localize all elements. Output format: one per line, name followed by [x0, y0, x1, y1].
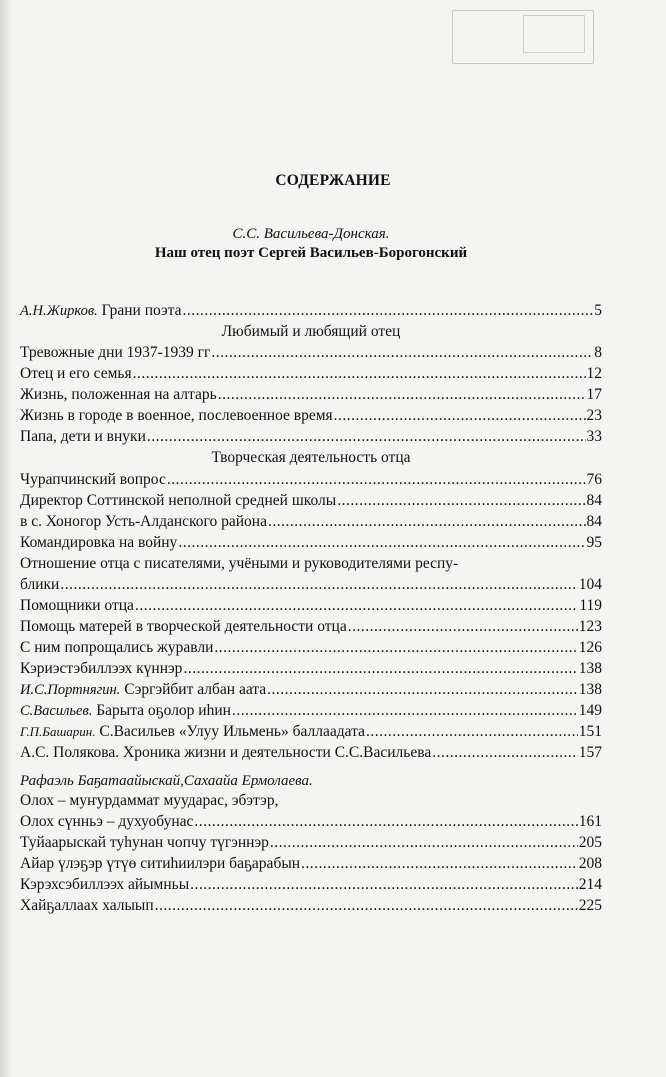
toc-entry	[20, 639, 602, 657]
entry-page: 205	[578, 834, 602, 851]
section-heading: Любимый и любящий отец	[221, 323, 401, 340]
toc-entry	[20, 534, 602, 552]
entry-page: 84	[586, 513, 602, 530]
entry-title: Жизнь в городе в военное, послевоенное время	[20, 407, 333, 424]
toc-entry	[20, 876, 602, 894]
leader-dots	[60, 576, 577, 594]
leader-dots	[218, 386, 586, 404]
entry-title: Сэргэйбит албан аата	[124, 681, 267, 698]
entry-title: Хайҕаллаах халыып	[20, 897, 154, 914]
entry-author: И.С.Портнягин.	[20, 682, 121, 698]
entry-page: 23	[586, 407, 602, 424]
entry-title: Директор Соттинской неполной средней школы	[20, 492, 337, 509]
entry-title: Помощь матерей в творческой деятельности отца	[20, 618, 347, 635]
entry-page: 151	[578, 723, 602, 740]
entry-title: Папа, дети и внуки	[20, 428, 146, 445]
leader-dots	[133, 365, 586, 383]
entry-title: Жизнь, положенная на алтарь	[20, 386, 217, 403]
entry-title: С.Васильев «Улуу Ильмень» баллаадата	[99, 723, 365, 740]
leader-dots	[366, 723, 578, 741]
leader-dots	[135, 597, 578, 615]
toc-entry	[20, 513, 602, 531]
toc-entry	[20, 428, 602, 446]
leader-dots	[337, 492, 585, 510]
toc-entry	[20, 576, 602, 594]
section-heading: Творческая деятельность отца	[211, 449, 411, 466]
entry-author: С.Васильев.	[20, 703, 93, 719]
leader-dots	[155, 897, 578, 915]
toc-entry	[20, 744, 602, 762]
entry-page: 95	[586, 534, 602, 551]
part2-authors: Рафаэль Баҕатаайыскай,Сахаайа Ермолаева.	[20, 773, 313, 789]
leader-dots	[167, 471, 586, 489]
toc-entry	[20, 897, 602, 915]
toc-entry-line1: Отношение отца с писателями, учёными и руководителями респу-	[20, 555, 459, 572]
entry-title: Туйаарыскай туһунан чопчу түгэннэр	[20, 834, 269, 851]
entry-title: Помощники отца	[20, 597, 134, 614]
entry-title: Командировка на войну	[20, 534, 178, 551]
entry-title: Грани поэта	[101, 302, 182, 319]
entry-page: 76	[586, 471, 602, 488]
entry-page: 225	[578, 897, 602, 914]
leader-dots	[334, 407, 586, 425]
leader-dots	[270, 834, 578, 852]
leader-dots	[348, 618, 578, 636]
page-title: СОДЕРЖАНИЕ	[275, 172, 391, 189]
toc-entry	[20, 344, 602, 362]
toc-entry	[20, 660, 602, 678]
toc-entry	[20, 834, 602, 852]
toc-entry	[20, 471, 602, 489]
entry-page: 12	[586, 365, 602, 382]
toc-entry	[20, 681, 602, 699]
entry-title: С ним попрощались журавли	[20, 639, 214, 656]
entry-author: Г.П.Башарин.	[20, 724, 96, 739]
entry-title: Барыта оҕолор иһин	[96, 702, 231, 719]
entry-page: 208	[578, 855, 602, 872]
toc-entry	[20, 702, 602, 720]
toc-entry	[20, 365, 602, 383]
toc-entry	[20, 723, 602, 741]
toc-entry	[20, 813, 602, 831]
entry-title: Отец и его семья	[20, 365, 132, 382]
entry-page: 214	[578, 876, 602, 893]
leader-dots	[432, 744, 578, 762]
entry-page: 138	[578, 681, 602, 698]
entry-page: 33	[586, 428, 602, 445]
intro-title: Наш отец поэт Сергей Васильев-Борогонский	[154, 245, 468, 261]
toc-entry	[20, 386, 602, 404]
toc-entry	[20, 407, 602, 425]
entry-page: 17	[586, 386, 602, 403]
entry-title: Айар үлэҕэр үтүө ситиһиилэри баҕарабын	[20, 855, 301, 872]
entry-page: 149	[578, 702, 602, 719]
entry-page: 8	[594, 344, 602, 361]
entry-title: Тревожные дни 1937-1939 гг	[20, 344, 211, 361]
entry-page: 138	[578, 660, 602, 677]
entry-page: 104	[578, 576, 602, 593]
entry-author: А.Н.Жирков.	[20, 303, 98, 319]
intro-author: С.С. Васильева-Донская.	[232, 226, 390, 242]
leader-dots	[182, 302, 593, 320]
page-spine-shadow	[0, 0, 12, 1077]
leader-dots	[267, 681, 578, 699]
leader-dots	[194, 813, 577, 831]
entry-page: 157	[578, 744, 602, 761]
toc-entry	[20, 302, 602, 320]
entry-title: Олох сүнньэ – духуобунас	[20, 813, 194, 830]
entry-page: 123	[578, 618, 602, 635]
leader-dots	[232, 702, 578, 720]
leader-dots	[183, 660, 577, 678]
leader-dots	[178, 534, 585, 552]
entry-page: 5	[594, 302, 602, 319]
entry-page: 84	[586, 492, 602, 509]
entry-page: 126	[578, 639, 602, 656]
entry-title: Кэрэхсэбиллээх айымньы	[20, 876, 190, 893]
toc-entry	[20, 855, 602, 873]
leader-dots	[214, 639, 577, 657]
entry-title: в с. Хоногор Усть-Алданского района	[20, 513, 267, 530]
leader-dots	[211, 344, 593, 362]
library-stamp-ghost	[452, 10, 594, 64]
leader-dots	[301, 855, 578, 873]
leader-dots	[268, 513, 586, 531]
entry-page: 161	[578, 813, 602, 830]
entry-title: А.С. Полякова. Хроника жизни и деятельности С.С.Васильева	[20, 744, 432, 761]
entry-page: 119	[579, 597, 602, 614]
part2-line1: Олох – муҥурдаммат муударас, эбэтэр,	[20, 792, 279, 809]
entry-title: Чурапчинский вопрос	[20, 471, 166, 488]
toc-entry	[20, 492, 602, 510]
leader-dots	[147, 428, 586, 446]
leader-dots	[190, 876, 578, 894]
toc-entry	[20, 618, 602, 636]
entry-title: блики	[20, 576, 60, 593]
toc-entry	[20, 597, 602, 615]
entry-title: Кэриэстэбиллээх күннэр	[20, 660, 183, 677]
